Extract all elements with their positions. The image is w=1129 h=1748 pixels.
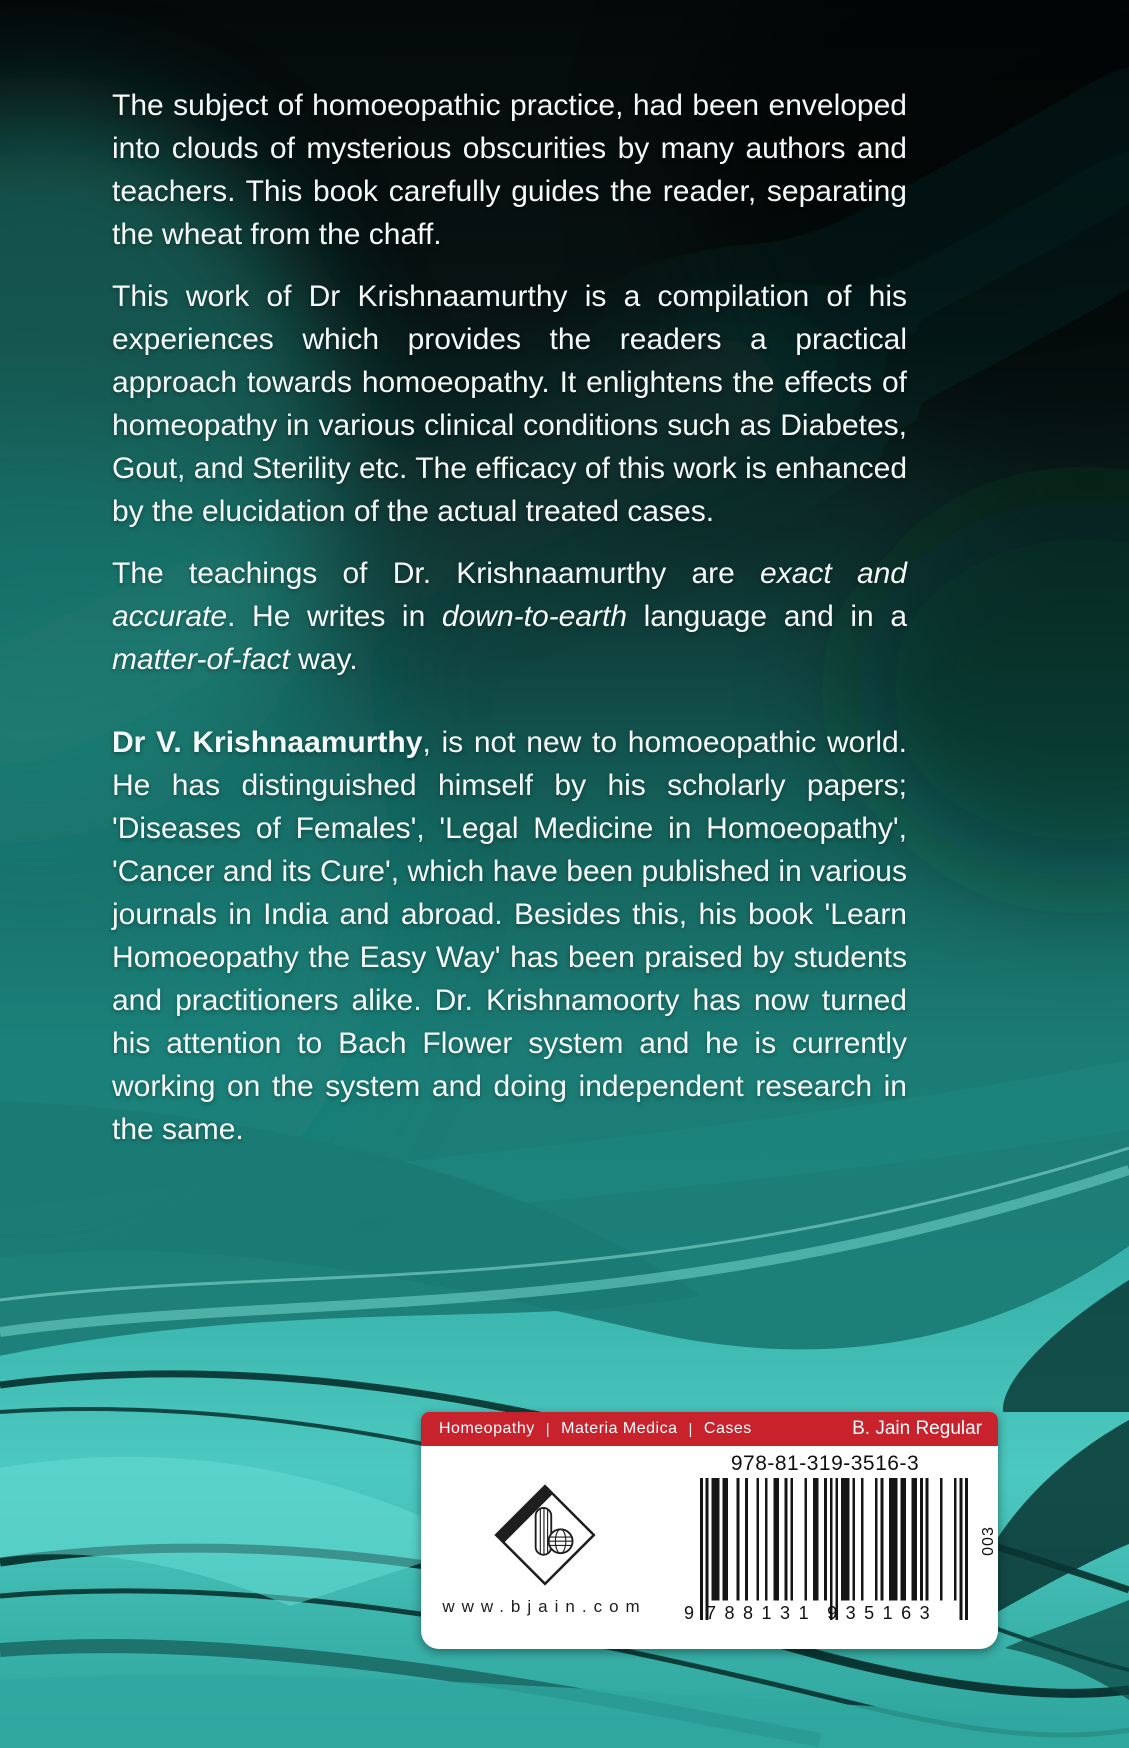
isbn-number: 978-81-319-3516-3 (730, 1452, 920, 1475)
paragraph-2 (112, 275, 907, 533)
category-materia-medica: Materia Medica (561, 1420, 678, 1437)
edition-label: B. Jain Regular (852, 1418, 982, 1439)
category-cases: Cases (703, 1420, 752, 1437)
author-name: Dr V. Krishnaamurthy (112, 726, 423, 759)
category-homeopathy: Homeopathy (439, 1420, 535, 1437)
paragraph-3-italic-segment: matter-of-fact (112, 643, 290, 676)
paragraph-3-segment: way. (289, 643, 358, 676)
paragraph-3-italic-segment: down-to-earth (441, 600, 628, 633)
paragraph-3-segment: language and in a (627, 600, 908, 633)
barcode-digit-group: 935163 (827, 1603, 939, 1623)
author-bio-paragraph (112, 721, 907, 1151)
publisher-website: www.bjain.com (442, 1596, 647, 1616)
paragraph-3-italic-segment: exact and accurate (112, 557, 907, 633)
barcode-digit-first: 9 (684, 1603, 695, 1623)
paragraph-1 (112, 84, 907, 256)
author-bio-text: , is not new to homoeopathic world. He has distinguished himself by his scholarly papers; 'Diseases of Females', 'Legal Medicine in Homoeopathy', 'Cancer and its Cure', which have been published in various journals in India and abroad. Besides this, his book 'Learn Homoeopathy the Easy Way' has been praised by students and practitioners alike. Dr. Krishnamoorty has now turned his attention to Bach Flower system and he is currently working on the system and doing independent research in the same. (112, 726, 908, 1146)
print-run-code: 003 (980, 1526, 998, 1556)
paragraph-3-segment: . He writes in (227, 600, 442, 633)
barcode-digits (684, 1604, 968, 1622)
barcode-block (668, 1446, 998, 1649)
bjain-logo-icon (493, 1483, 597, 1587)
category-list (439, 1420, 752, 1438)
paragraph-3 (112, 552, 907, 681)
publisher-logo-block (421, 1446, 668, 1649)
paragraph-3-segment: The teachings of Dr. Krishnaamurthy are (112, 557, 761, 590)
label-body (421, 1446, 998, 1649)
barcode (684, 1478, 968, 1623)
paragraph-2-text: This work of Dr Krishnaamurthy is a compilation of his experiences which provides the readers a practical approach towards homoeopathy. It enlightens the effects of homeopathy in various clinical conditions such as Diabetes, Gout, and Sterility etc. The efficacy of this work is enhanced by the elucidation of the actual treated cases. (112, 280, 907, 528)
barcode-bars (700, 1478, 968, 1623)
publisher-barcode-label (421, 1412, 998, 1649)
barcode-digit-group: 788131 (706, 1603, 818, 1623)
paragraph-1-text: The subject of homoeopathic practice, had been enveloped into clouds of mysterious obscurities by many authors and teachers. This book carefully guides the reader, separating the wheat from the chaff. (112, 89, 907, 251)
back-cover-blurb (112, 84, 907, 1170)
label-category-bar (421, 1412, 998, 1446)
category-separator: | (545, 1420, 551, 1438)
category-separator: | (688, 1420, 693, 1438)
